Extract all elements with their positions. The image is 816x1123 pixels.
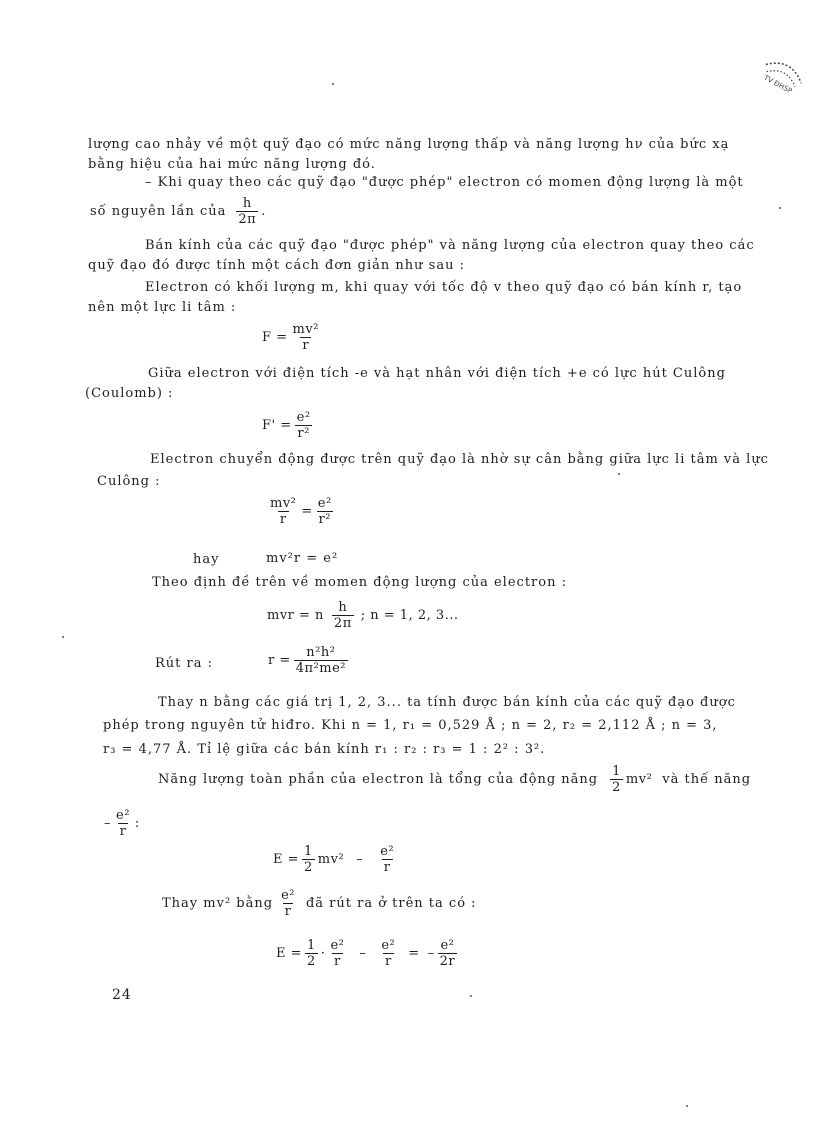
equation-angular-momentum [267,600,459,631]
numerator: e² [380,844,395,859]
numerator: e² [281,888,295,903]
numerator: h [338,600,348,615]
fraction [305,938,318,969]
numerator: 1 [612,764,621,779]
numerator: mv² [270,496,297,511]
denominator: r [334,954,341,969]
denominator: 2 [304,860,313,875]
n-values: ; n = 1, 2, 3... [360,608,459,623]
text-line: quỹ đạo đó được tính một cách đơn giản như sau : [88,258,465,273]
text-line: (Coulomb) : [85,386,174,401]
fraction [316,496,334,527]
equation-final-energy [276,938,460,969]
fraction [379,938,397,969]
numerator: e² [440,938,455,953]
text-line: nên một lực li tâm : [88,300,237,315]
fraction [279,888,297,919]
speck [618,473,620,475]
text-line: Electron có khối lượng m, khi quay với tốc độ v theo quỹ đạo có bán kính r, tạo [145,280,743,295]
text-line: Electron chuyển động được trên quỹ đạo là nhờ sự cân bằng giữa lực li tâm và lực [150,452,769,467]
fraction [291,322,321,353]
text-line: Năng lượng toàn phần của electron là tổng của động năng [158,772,599,787]
fraction [438,938,458,969]
numerator: e² [116,808,130,823]
equation-lhs: E = [273,852,300,867]
text-line: đã rút ra ở trên ta có : [305,896,477,911]
speck [779,207,781,209]
text-line: hay [193,552,220,567]
text-line: Rút ra : [155,656,213,671]
fraction [236,196,258,227]
numerator: 1 [307,938,316,953]
numerator: e² [296,410,311,425]
stamp-icon [753,43,815,103]
denominator: r [302,338,310,353]
text-line: Giữa electron với điện tích -e và hạt nhân với điện tích +e có lực hút Culông [148,366,726,381]
fraction [302,844,315,875]
denominator: r [384,954,392,969]
text-line: Theo định đề trên về momen động lượng của electron : [152,575,567,590]
equation-total-energy [273,844,399,875]
equation-mv2r: mv²r = e² [266,551,339,566]
text-line: Culông : [97,474,161,489]
equation-lhs: F = [262,330,288,345]
text-line: số nguyên lần của [90,204,227,219]
text-line: – Khi quay theo các quỹ đạo "được phép" electron có momen động lượng là một [145,175,744,190]
mv2-term: mv² [625,772,653,787]
numerator: mv² [292,322,319,337]
minus-sign: – [359,946,367,961]
mv2-term: mv² [317,852,345,867]
denominator: 2π [238,212,257,227]
colon: : [134,816,140,831]
fraction [294,645,348,676]
speck [332,83,334,85]
fraction [328,938,346,969]
equation-h-over-2pi: số nguyên lần của $\frac{h}{2\pi}$ . [90,196,266,227]
denominator: r [119,824,127,839]
denominator: 2 [307,954,316,969]
minus-sign: – [427,946,435,961]
equation-centrifugal-force [262,322,324,353]
minus-sign: – [104,816,111,831]
text-line: phép trong nguyên tử hiđro. Khi n = 1, r₁ = 0,529 Å ; n = 2, r₂ = 2,112 Å ; n = 3, [103,718,718,733]
text-line: lượng cao nhảy về một quỹ đạo có mức năng lượng thấp và năng lượng hν của bức xạ [88,137,730,152]
fraction [268,496,298,527]
denominator: 2r [439,954,456,969]
numerator: e² [330,938,345,953]
stamp-text: TV ĐHSP [762,73,794,96]
text-line: Thay mv² bằng [162,896,274,911]
numerator: e² [381,938,396,953]
text-line: bằng hiệu của hai mức năng lượng đó. [88,157,376,172]
equation-lhs: mvr = n [267,608,324,623]
dot-operator: · [320,946,326,961]
denominator: r [284,904,292,919]
fraction [610,764,623,795]
text-line: Bán kính của các quỹ đạo "được phép" và năng lượng của electron quay theo các [145,238,755,253]
equation-lhs: E = [276,946,303,961]
equation-coulomb-force [262,410,316,441]
speck [686,1105,688,1107]
denominator: 2 [612,780,621,795]
page-number: 24 [112,987,132,1003]
denominator: r [383,860,391,875]
equation-radius [268,645,351,676]
text-line: và thế năng [662,772,752,787]
speck [62,636,64,638]
numerator: e² [317,496,332,511]
equals-sign: = [301,504,313,519]
numerator: 1 [304,844,313,859]
denominator: r² [297,426,310,441]
fraction [295,410,313,441]
text-line: Thay n bằng các giá trị 1, 2, 3... ta tính được bán kính của các quỹ đạo được [158,695,736,710]
equals-sign: = [408,946,420,961]
equation-kinetic-energy-line [158,764,751,795]
library-stamp [753,43,815,103]
denominator: 2π [333,616,352,631]
denominator: 4π²me² [295,661,347,676]
fraction [378,844,396,875]
equation-balance [265,496,337,527]
denominator: r² [318,512,331,527]
text-line: r₃ = 4,77 Å. Tỉ lệ giữa các bán kính r₁ : r₂ : r₃ = 1 : 2² : 3². [103,742,546,757]
minus-sign: – [356,852,364,867]
fraction [114,808,132,839]
equation-potential-energy [104,808,140,839]
equation-substitution-line [162,888,477,919]
numerator: n²h² [306,645,336,660]
denominator: r [279,512,287,527]
numerator: h [242,196,252,211]
equation-lhs: r = [268,653,291,668]
speck [470,995,472,997]
equation-lhs: F' = [262,418,292,433]
fraction [332,600,354,631]
